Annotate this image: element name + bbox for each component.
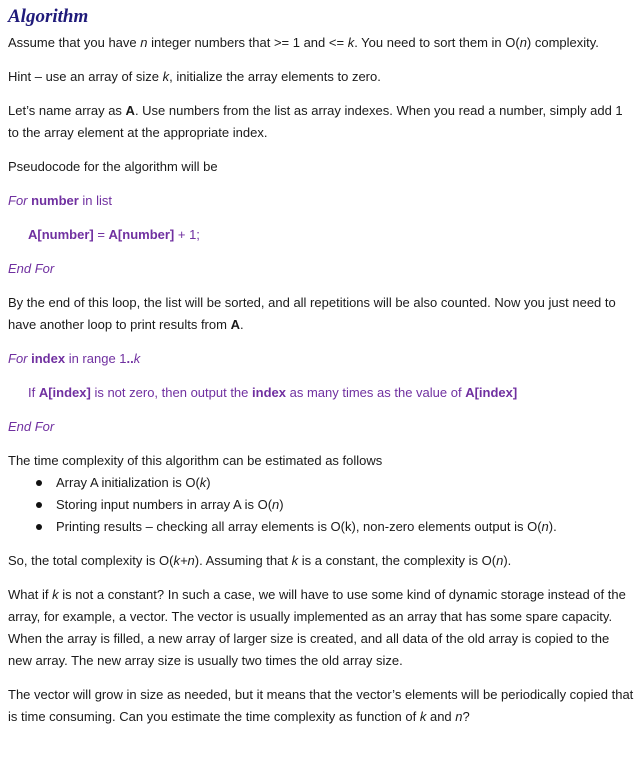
pseudocode-intro: Pseudocode for the algorithm will be bbox=[8, 159, 218, 174]
dynamic-storage-paragraph: What if k is not a constant? In such a case, we will have to use some kind of dynamic storage instead of the array, for example, a vector. The vector is usually implemented as an array that has some spare capacity. When the array is filled, a new array of larger size is created, and all data of the old array is copied to the new array. The new array size is usually two times the old array size. bbox=[8, 587, 626, 668]
loop1-header: For number in list bbox=[8, 193, 113, 208]
intro-paragraph: Assume that you have n integer numbers that >= 1 and <= k. You need to sort them in O(n) complexity. bbox=[8, 35, 599, 50]
bullet-icon bbox=[36, 524, 42, 530]
closing-paragraph: The vector will grow in size as needed, but it means that the vector’s elements will be periodically copied that is time consuming. Can you estimate the time complexity as function of k and n? bbox=[8, 687, 634, 724]
naming-paragraph: Let’s name array as A. Use numbers from the list as array indexes. When you read a number, simply add 1 to the array element at the appropriate index. bbox=[8, 103, 623, 140]
page-title: Algorithm bbox=[8, 6, 89, 27]
loop1-end: End For bbox=[8, 261, 55, 276]
bullet-icon bbox=[36, 480, 42, 486]
loop2-body: If A[index] is not zero, then output the index as many times as the value of A[index] bbox=[28, 385, 518, 400]
list-item: Array A initialization is O(k) bbox=[32, 472, 635, 494]
loop2-header: For index in range 1..k bbox=[8, 351, 141, 366]
after-loop-paragraph: By the end of this loop, the list will be sorted, and all repetitions will be also counted. Now you just need to have another loop to print results from A. bbox=[8, 295, 616, 332]
complexity-list bbox=[8, 472, 635, 538]
list-item: Printing results – checking all array elements is O(k), non-zero elements output is O(n). bbox=[32, 516, 635, 538]
loop1-body: A[number] = A[number] + 1; bbox=[28, 227, 200, 242]
bullet-icon bbox=[36, 502, 42, 508]
loop2-end: End For bbox=[8, 419, 55, 434]
hint-paragraph: Hint – use an array of size k, initialize the array elements to zero. bbox=[8, 69, 381, 84]
complexity-intro: The time complexity of this algorithm can be estimated as follows bbox=[8, 453, 383, 468]
total-complexity-paragraph: So, the total complexity is O(k+n). Assuming that k is a constant, the complexity is O(n). bbox=[8, 553, 512, 568]
list-item: Storing input numbers in array A is O(n) bbox=[32, 494, 635, 516]
